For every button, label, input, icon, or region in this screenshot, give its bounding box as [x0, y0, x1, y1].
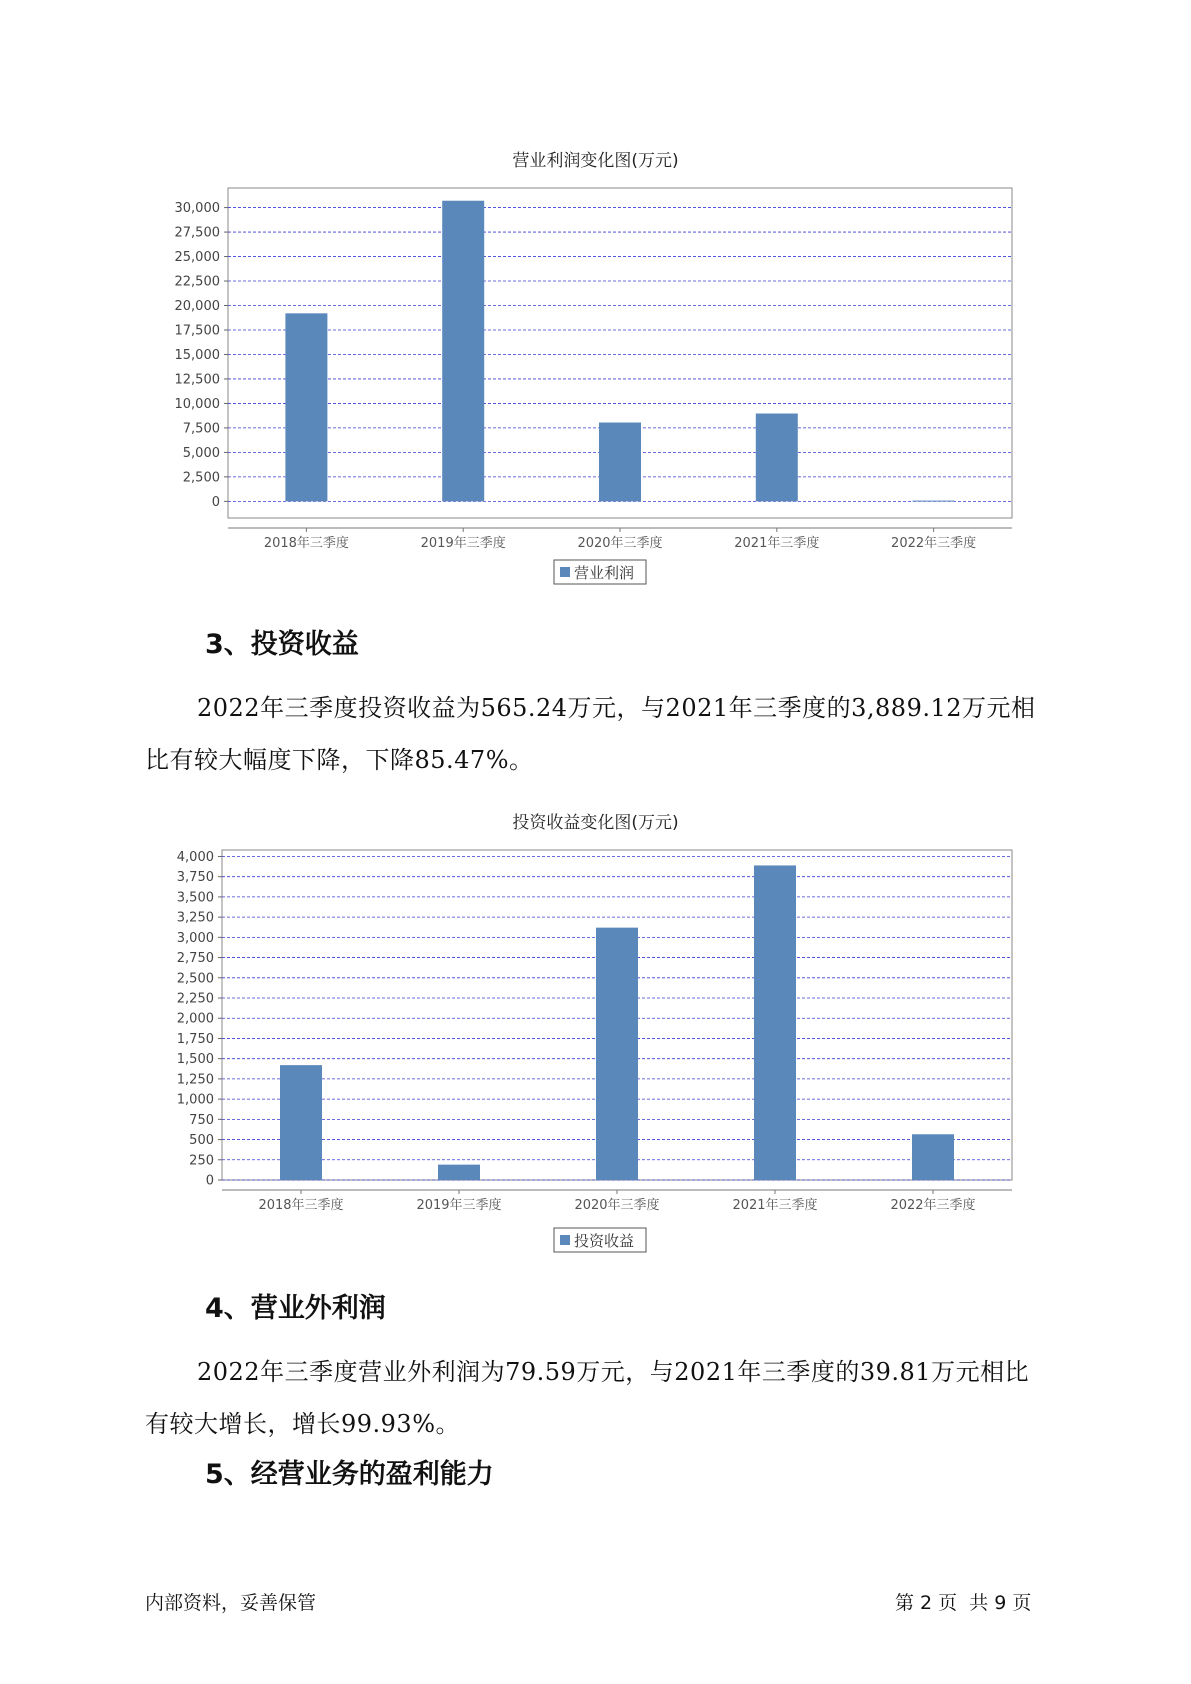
legend-swatch — [560, 567, 570, 577]
bar-4 — [754, 865, 796, 1180]
footer-confidential: 内部资料，妥善保管 — [145, 1592, 317, 1614]
bar-2 — [438, 1165, 480, 1180]
x-tick-label: 2022年三季度 — [891, 536, 977, 551]
y-tick-label: 2,000 — [176, 1011, 214, 1027]
y-tick-label: 5,000 — [182, 445, 220, 461]
y-tick-label: 2,250 — [176, 991, 214, 1007]
y-tick-label: 4,000 — [176, 849, 214, 865]
y-tick-label: 15,000 — [174, 347, 220, 363]
y-tick-label: 7,500 — [182, 421, 220, 437]
y-tick-label: 750 — [189, 1112, 214, 1128]
section-3-text: 2022年三季度投资收益为565.24万元，与2021年三季度的3,889.12万元相比有较大幅度下降，下降85.47%。 — [145, 694, 1036, 774]
x-tick-label: 2018年三季度 — [258, 1198, 344, 1213]
y-tick-label: 3,000 — [176, 930, 214, 946]
x-tick-label: 2021年三季度 — [732, 1198, 818, 1213]
bar-1 — [285, 313, 327, 501]
x-tick-label: 2018年三季度 — [263, 536, 349, 551]
y-tick-label: 3,500 — [176, 890, 214, 906]
y-tick-label: 0 — [205, 1173, 214, 1189]
bar-4 — [756, 414, 798, 502]
footer-page-number: 第 2 页 共 9 页 — [895, 1592, 1032, 1614]
y-tick-label: 1,250 — [176, 1072, 214, 1088]
y-tick-label: 27,500 — [174, 225, 220, 241]
y-tick-label: 0 — [211, 494, 220, 510]
section-5-heading: 5、经营业务的盈利能力 — [205, 1459, 494, 1490]
chart2-title: 投资收益变化图(万元) — [512, 813, 679, 833]
investment-income-chart — [0, 840, 1191, 1260]
bar-3 — [599, 423, 641, 502]
chart1-title: 营业利润变化图(万元) — [512, 151, 679, 171]
bar-5 — [912, 1134, 954, 1180]
y-tick-label: 30,000 — [174, 201, 220, 217]
bar-3 — [596, 928, 638, 1180]
y-tick-label: 500 — [189, 1133, 214, 1149]
section-3-heading: 3、投资收益 — [205, 629, 359, 660]
legend-label: 营业利润 — [574, 564, 635, 582]
legend — [554, 1228, 646, 1252]
bar-2 — [442, 201, 484, 502]
legend-swatch — [560, 1235, 570, 1245]
section-4-text: 2022年三季度营业外利润为79.59万元，与2021年三季度的39.81万元相比有较大增长，增长99.93%。 — [145, 1358, 1030, 1438]
x-tick-label: 2020年三季度 — [574, 1198, 660, 1213]
y-tick-label: 10,000 — [174, 396, 220, 412]
y-tick-label: 25,000 — [174, 250, 220, 266]
legend-label: 投资收益 — [574, 1232, 635, 1250]
y-tick-label: 2,500 — [182, 470, 220, 486]
y-tick-label: 1,750 — [176, 1031, 214, 1047]
y-tick-label: 250 — [189, 1153, 214, 1169]
legend — [554, 560, 646, 584]
y-tick-label: 3,250 — [176, 910, 214, 926]
y-tick-label: 1,000 — [176, 1092, 214, 1108]
x-tick-label: 2021年三季度 — [734, 536, 820, 551]
y-tick-label: 2,750 — [176, 951, 214, 967]
y-tick-label: 2,500 — [176, 971, 214, 987]
x-tick-label: 2019年三季度 — [420, 536, 506, 551]
x-tick-label: 2020年三季度 — [577, 536, 663, 551]
y-tick-label: 22,500 — [174, 274, 220, 290]
x-tick-label: 2022年三季度 — [890, 1198, 976, 1213]
bar-1 — [280, 1065, 322, 1180]
y-tick-label: 12,500 — [174, 372, 220, 388]
y-tick-label: 1,500 — [176, 1052, 214, 1068]
bar-5 — [913, 501, 955, 502]
operating-profit-chart — [0, 180, 1191, 600]
x-tick-label: 2019年三季度 — [416, 1198, 502, 1213]
section-4-heading: 4、营业外利润 — [205, 1293, 386, 1324]
y-tick-label: 20,000 — [174, 299, 220, 315]
y-tick-label: 3,750 — [176, 870, 214, 886]
y-tick-label: 17,500 — [174, 323, 220, 339]
